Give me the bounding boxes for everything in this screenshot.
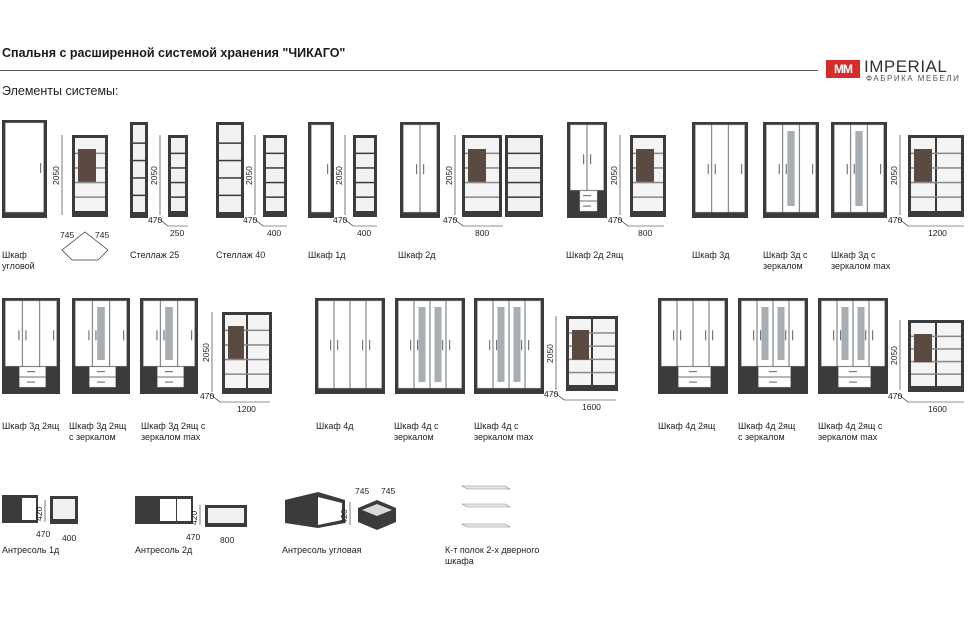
wardrobe-3d-mirror-max-mirror xyxy=(855,131,862,206)
shelf-kit-shelf-3 xyxy=(462,524,510,527)
label-wardrobe-3d-mirror: Шкаф 3д с зеркалом xyxy=(763,250,808,271)
width-dim-label: 1600 xyxy=(928,404,947,414)
logo-name: IMPERIAL xyxy=(864,57,948,76)
wardrobe-4d-open-divider xyxy=(591,319,593,385)
wardrobe-4d-mirror-mirror xyxy=(418,307,425,382)
mezzanine-1d-width: 400 xyxy=(62,533,77,543)
height-dim-label: 2050 xyxy=(149,166,159,185)
rack-25-open-shelf xyxy=(171,153,185,155)
wardrobe-4d-2drawers-handle xyxy=(673,330,674,340)
wardrobe-4d-open-shelf xyxy=(569,372,615,374)
wardrobe-3d-2drawers-mirror-max-drawer-handle xyxy=(165,382,173,383)
width-dim-label: 1200 xyxy=(928,228,947,238)
label-wardrobe-4d-2drawers-mirror: Шкаф 4д 2ящ с зеркалом xyxy=(738,421,796,442)
height-dim-label: 2050 xyxy=(545,344,555,363)
wardrobe-3d-handle xyxy=(708,164,709,174)
wardrobe-1d-open-interior xyxy=(356,138,374,211)
wardrobe-2d-rack-interior xyxy=(508,138,540,211)
width-dim-label: 800 xyxy=(475,228,490,238)
wardrobe-2d-open-shelf xyxy=(465,182,499,184)
wardrobe-1d-open-shelf xyxy=(356,167,374,169)
rack-25-closed-shelf xyxy=(133,177,145,179)
rack-40-closed-shelf xyxy=(219,142,241,144)
wardrobe-4d-2drawers-mirror-drawer-handle xyxy=(769,382,777,383)
wardrobe-4d-2drawers-door xyxy=(710,301,725,366)
wardrobe-3d-door xyxy=(712,125,728,212)
rack-40-open-shelf xyxy=(266,182,284,184)
depth-dim-label: 470 xyxy=(608,215,623,225)
wardrobe-4d-door xyxy=(319,301,334,388)
wardrobe-3d-2drawers-drawer-handle xyxy=(27,382,35,383)
wardrobe-4d-handle xyxy=(337,340,338,350)
wardrobe-3d-2drawers-handle xyxy=(18,330,19,340)
wardrobe-4d-mirror-handle xyxy=(442,340,443,350)
wardrobe-4d-2drawers-mirror-handle xyxy=(760,330,761,340)
wardrobe-3d-mirror-mirror xyxy=(787,131,794,206)
wardrobe-4d-2drawers-mirror-handle xyxy=(753,330,754,340)
page-title: Спальня с расширенной системой хранения "ЧИКАГО" xyxy=(2,46,346,60)
wardrobe-2d-rack-shelf xyxy=(508,167,540,169)
label-wardrobe-4d-mirror: Шкаф 4д с зеркалом xyxy=(394,421,439,442)
wardrobe-2d-2drawers-open-clothes xyxy=(636,149,654,182)
height-dim-label: 2050 xyxy=(889,166,899,185)
width-dim-label: 400 xyxy=(267,228,282,238)
label-wardrobe-1d: Шкаф 1д xyxy=(308,250,346,260)
mezzanine-1d-interior xyxy=(53,499,75,519)
wardrobe-4d-2drawers-mirror-max-mirror xyxy=(841,307,848,360)
wardrobe-1d-open-shelf xyxy=(356,196,374,198)
wardrobe-3d-2drawers-mirror-max-mirror xyxy=(165,307,173,360)
wardrobe-4d-mirror-max-handle xyxy=(489,340,490,350)
wardrobe-4d-2drawers-mirror-drawer-handle xyxy=(769,371,777,372)
label-wardrobe-2d-2drawers: Шкаф 2д 2ящ xyxy=(566,250,624,260)
wardrobe-4d-2drawers-mirror-max-door xyxy=(822,301,837,366)
rack-25-open-interior xyxy=(171,138,185,211)
corner-dim-left: 745 xyxy=(60,230,75,240)
depth-dim-label: 470 xyxy=(333,215,348,225)
wardrobe-3d-mirror-handle xyxy=(786,164,787,174)
wardrobe-4d-2drawers-mirror-handle xyxy=(785,330,786,340)
wardrobe-4d-2drawers-open-shelf xyxy=(911,373,961,375)
wardrobe-4d-mirror-handle xyxy=(417,340,418,350)
wardrobe-4d-handle xyxy=(362,340,363,350)
rack-25-closed-shelf xyxy=(133,195,145,197)
logo-subtitle: ФАБРИКА МЕБЕЛИ xyxy=(866,74,961,83)
rack-25-closed-interior xyxy=(133,125,145,212)
shelf-kit-shelf-2 xyxy=(462,504,510,507)
wardrobe-4d-door xyxy=(367,301,382,388)
wardrobe-4d-2drawers-mirror-max-door xyxy=(870,301,885,366)
wardrobe-3d-2drawers-door xyxy=(23,301,39,366)
wardrobe-4d-2drawers-mirror-mirror xyxy=(777,307,784,360)
wardrobe-3d-2drawers-handle xyxy=(53,330,54,340)
wardrobe-4d-2drawers-door xyxy=(678,301,693,366)
label-rack-25: Стеллаж 25 xyxy=(130,250,180,260)
label-mezzanine-2d: Антресоль 2д xyxy=(135,545,193,555)
wardrobe-3d-open-divider xyxy=(935,138,937,211)
wardrobe-4d-door xyxy=(335,301,350,388)
wardrobe-2d-rack-shelf xyxy=(508,196,540,198)
wardrobe-4d-mirror-mirror xyxy=(434,307,441,382)
wardrobe-2d-open-shelf xyxy=(465,196,499,198)
mezzanine-2d-interior xyxy=(208,508,244,523)
mezzanine-2d-door-left xyxy=(160,499,176,521)
rack-40-open-shelf xyxy=(266,196,284,198)
height-dim-label: 420 xyxy=(339,509,349,524)
height-dim-label: 2050 xyxy=(889,346,899,365)
label-mezzanine-1d: Антресоль 1д xyxy=(2,545,60,555)
rack-40-closed-shelf xyxy=(219,195,241,197)
mezzanine-2d-depth: 470 xyxy=(186,532,201,542)
corner-wardrobe-open-shelf xyxy=(75,182,105,184)
wardrobe-2d-2drawers-drawer-handle xyxy=(583,206,591,207)
wardrobe-3d-2drawers-mirror-handle xyxy=(95,330,96,340)
wardrobe-4d-2drawers-mirror-door xyxy=(742,301,757,366)
wardrobe-4d-2drawers-mirror-max-drawer-handle xyxy=(849,382,857,383)
label-wardrobe-3d-mirror-max: Шкаф 3д с зеркалом max xyxy=(831,250,891,271)
wardrobe-3d-2drawers-mirror-drawer-handle xyxy=(97,382,105,383)
depth-dim-label: 470 xyxy=(200,391,215,401)
wardrobe-4d-2drawers-open-clothes xyxy=(914,334,932,362)
corner-wardrobe-open-shelf xyxy=(75,196,105,198)
wardrobe-4d-mirror-handle xyxy=(449,340,450,350)
wardrobe-3d-mirror-max-handle xyxy=(880,164,881,174)
mezzanine-1d-depth: 470 xyxy=(36,529,51,539)
label-wardrobe-4d-mirror-max: Шкаф 4д с зеркалом max xyxy=(474,421,534,442)
depth-dim-label: 470 xyxy=(888,215,903,225)
height-dim-label: 2050 xyxy=(334,166,344,185)
wardrobe-3d-handle xyxy=(715,164,716,174)
wardrobe-4d-mirror-max-handle xyxy=(496,340,497,350)
wardrobe-3d-2drawers-mirror-handle xyxy=(88,330,89,340)
depth-dim-label: 470 xyxy=(243,215,258,225)
wardrobe-1d-open-shelf xyxy=(356,182,374,184)
wardrobe-4d-mirror-handle xyxy=(410,340,411,350)
wardrobe-2d-rack-shelf xyxy=(508,153,540,155)
wardrobe-4d-2drawers-mirror-max-handle xyxy=(865,330,866,340)
wardrobe-4d-2drawers-mirror-max-mirror xyxy=(857,307,864,360)
width-dim-label: 250 xyxy=(170,228,185,238)
depth-dim-label: 470 xyxy=(443,215,458,225)
rack-40-closed-shelf xyxy=(219,160,241,162)
wardrobe-3d-open-clothes xyxy=(914,149,932,182)
depth-dim-label: 470 xyxy=(888,391,903,401)
wardrobe-4d-2drawers-mirror-door xyxy=(790,301,805,366)
rack-40-open-interior xyxy=(266,138,284,211)
wardrobe-4d-2drawers-handle xyxy=(680,330,681,340)
mezzanine-corner-dim-right: 745 xyxy=(381,486,396,496)
wardrobe-4d-2drawers-mirror-max-handle xyxy=(833,330,834,340)
wardrobe-2d-open-clothes xyxy=(468,149,486,182)
wardrobe-4d-2drawers-mirror-mirror xyxy=(761,307,768,360)
wardrobe-3d-2drawers-open-shelf xyxy=(225,373,269,375)
wardrobe-3d-2drawers-drawer-handle xyxy=(27,371,35,372)
rack-40-open-shelf xyxy=(266,167,284,169)
wardrobe-4d-2drawers-handle xyxy=(705,330,706,340)
wardrobe-4d-2drawers-door xyxy=(662,301,677,366)
logo-mark-icon: MM xyxy=(826,60,860,78)
wardrobe-3d-2drawers-mirror-max-handle xyxy=(163,330,164,340)
rack-25-open-shelf xyxy=(171,196,185,198)
rack-25-open-shelf xyxy=(171,167,185,169)
wardrobe-2d-handle xyxy=(416,164,417,174)
section-subtitle: Элементы системы: xyxy=(2,84,119,98)
wardrobe-4d-mirror-max-mirror xyxy=(497,307,504,382)
wardrobe-3d-2drawers-open-shelf xyxy=(225,359,269,361)
height-dim-label: 2050 xyxy=(51,166,61,185)
label-shelf-kit: К-т полок 2-х дверного шкафа xyxy=(445,545,540,566)
wardrobe-4d-mirror-door xyxy=(399,301,414,388)
height-dim-label: 420 xyxy=(34,506,44,521)
height-dim-label: 2050 xyxy=(201,343,211,362)
wardrobe-4d-handle xyxy=(369,340,370,350)
wardrobe-3d-2drawers-mirror-handle xyxy=(123,330,124,340)
wardrobe-3d-mirror-max-handle xyxy=(854,164,855,174)
label-corner-wardrobe: Шкаф угловой xyxy=(2,250,35,271)
label-wardrobe-4d-2drawers: Шкаф 4д 2ящ xyxy=(658,421,716,431)
rack-40-closed-interior xyxy=(219,125,241,212)
wardrobe-2d-door xyxy=(421,125,437,212)
wardrobe-2d-handle xyxy=(423,164,424,174)
corner-dim-right: 745 xyxy=(95,230,110,240)
label-wardrobe-3d-2drawers: Шкаф 3д 2ящ xyxy=(2,421,60,431)
width-dim-label: 400 xyxy=(357,228,372,238)
rack-40-open-shelf xyxy=(266,153,284,155)
wardrobe-3d-2drawers-open-divider xyxy=(246,315,248,388)
wardrobe-2d-2drawers-handle xyxy=(590,154,591,164)
depth-dim-label: 470 xyxy=(544,389,559,399)
wardrobe-3d-2drawers-mirror-mirror xyxy=(97,307,105,360)
height-dim-label: 420 xyxy=(189,510,199,525)
wardrobe-1d-open-shelf xyxy=(356,153,374,155)
wardrobe-1d-handle xyxy=(327,164,328,174)
mezzanine-corner-dim-left: 745 xyxy=(355,486,370,496)
wardrobe-4d-2drawers-mirror-max-handle xyxy=(872,330,873,340)
wardrobe-3d-open-shelf xyxy=(911,196,961,198)
wardrobe-3d-handle xyxy=(741,164,742,174)
corner-wardrobe-open-clothes xyxy=(78,149,96,182)
label-rack-40: Стеллаж 40 xyxy=(216,250,266,260)
wardrobe-4d-2drawers-drawer-handle xyxy=(689,382,697,383)
wardrobe-2d-2drawers-drawer-handle xyxy=(583,195,591,196)
wardrobe-3d-2drawers-handle xyxy=(25,330,26,340)
wardrobe-4d-handle xyxy=(330,340,331,350)
wardrobe-4d-door xyxy=(351,301,366,388)
wardrobe-4d-mirror-door xyxy=(447,301,462,388)
wardrobe-3d-2drawers-mirror-max-handle xyxy=(156,330,157,340)
depth-dim-label: 470 xyxy=(148,215,163,225)
wardrobe-4d-2drawers-mirror-max-drawer-handle xyxy=(849,371,857,372)
wardrobe-4d-mirror-max-handle xyxy=(521,340,522,350)
rack-40-closed-shelf xyxy=(219,177,241,179)
wardrobe-3d-2drawers-open-clothes xyxy=(228,326,244,359)
wardrobe-2d-2drawers-open-shelf xyxy=(633,196,663,198)
width-dim-label: 1600 xyxy=(582,402,601,412)
wardrobe-4d-2drawers-handle xyxy=(712,330,713,340)
label-wardrobe-4d-2drawers-mirror-max: Шкаф 4д 2ящ с зеркалом max xyxy=(818,421,883,442)
wardrobe-2d-2drawers-handle xyxy=(583,154,584,164)
shelf-kit-shelf-1 xyxy=(462,486,510,489)
wardrobe-3d-mirror-handle xyxy=(779,164,780,174)
height-dim-label: 2050 xyxy=(444,166,454,185)
wardrobe-4d-2drawers-open-divider xyxy=(935,323,937,386)
rack-25-open-shelf xyxy=(171,182,185,184)
wardrobe-2d-2drawers-open-shelf xyxy=(633,182,663,184)
wardrobe-4d-2drawers-mirror-max-handle xyxy=(840,330,841,340)
height-dim-label: 2050 xyxy=(244,166,254,185)
width-dim-label: 1200 xyxy=(237,404,256,414)
corner-wardrobe-handle xyxy=(40,163,41,173)
wardrobe-4d-2drawers-drawer-handle xyxy=(689,371,697,372)
label-wardrobe-3d-2drawers-mirror: Шкаф 3д 2ящ с зеркалом xyxy=(69,421,127,442)
corner-wardrobe-door xyxy=(6,123,44,212)
wardrobe-4d-mirror-max-door xyxy=(478,301,493,388)
height-dim-label: 2050 xyxy=(609,166,619,185)
wardrobe-4d-open-clothes xyxy=(572,330,589,360)
label-wardrobe-3d-2drawers-mirror-max: Шкаф 3д 2ящ с зеркалом max xyxy=(141,421,206,442)
label-mezzanine-corner: Антресоль угловая xyxy=(282,545,362,555)
mezzanine-2d-width: 800 xyxy=(220,535,235,545)
label-wardrobe-2d: Шкаф 2д xyxy=(398,250,436,260)
wardrobe-3d-2drawers-mirror-max-drawer-handle xyxy=(165,371,173,372)
wardrobe-4d-mirror-max-mirror xyxy=(513,307,520,382)
wardrobe-3d-mirror-max-handle xyxy=(847,164,848,174)
wardrobe-4d-mirror-max-door xyxy=(526,301,541,388)
width-dim-label: 800 xyxy=(638,228,653,238)
wardrobe-2d-2drawers-door xyxy=(588,125,604,190)
wardrobe-4d-2drawers-door xyxy=(694,301,709,366)
wardrobe-2d-rack-shelf xyxy=(508,182,540,184)
wardrobe-3d-open-shelf xyxy=(911,182,961,184)
wardrobe-3d-mirror-handle xyxy=(812,164,813,174)
label-wardrobe-4d: Шкаф 4д xyxy=(316,421,354,431)
rack-25-closed-shelf xyxy=(133,142,145,144)
rack-25-closed-shelf xyxy=(133,160,145,162)
wardrobe-4d-mirror-max-handle xyxy=(528,340,529,350)
wardrobe-3d-2drawers-mirror-drawer-handle xyxy=(97,371,105,372)
wardrobe-4d-2drawers-mirror-handle xyxy=(792,330,793,340)
wardrobe-3d-2drawers-mirror-max-handle xyxy=(191,330,192,340)
label-wardrobe-3d: Шкаф 3д xyxy=(692,250,730,260)
